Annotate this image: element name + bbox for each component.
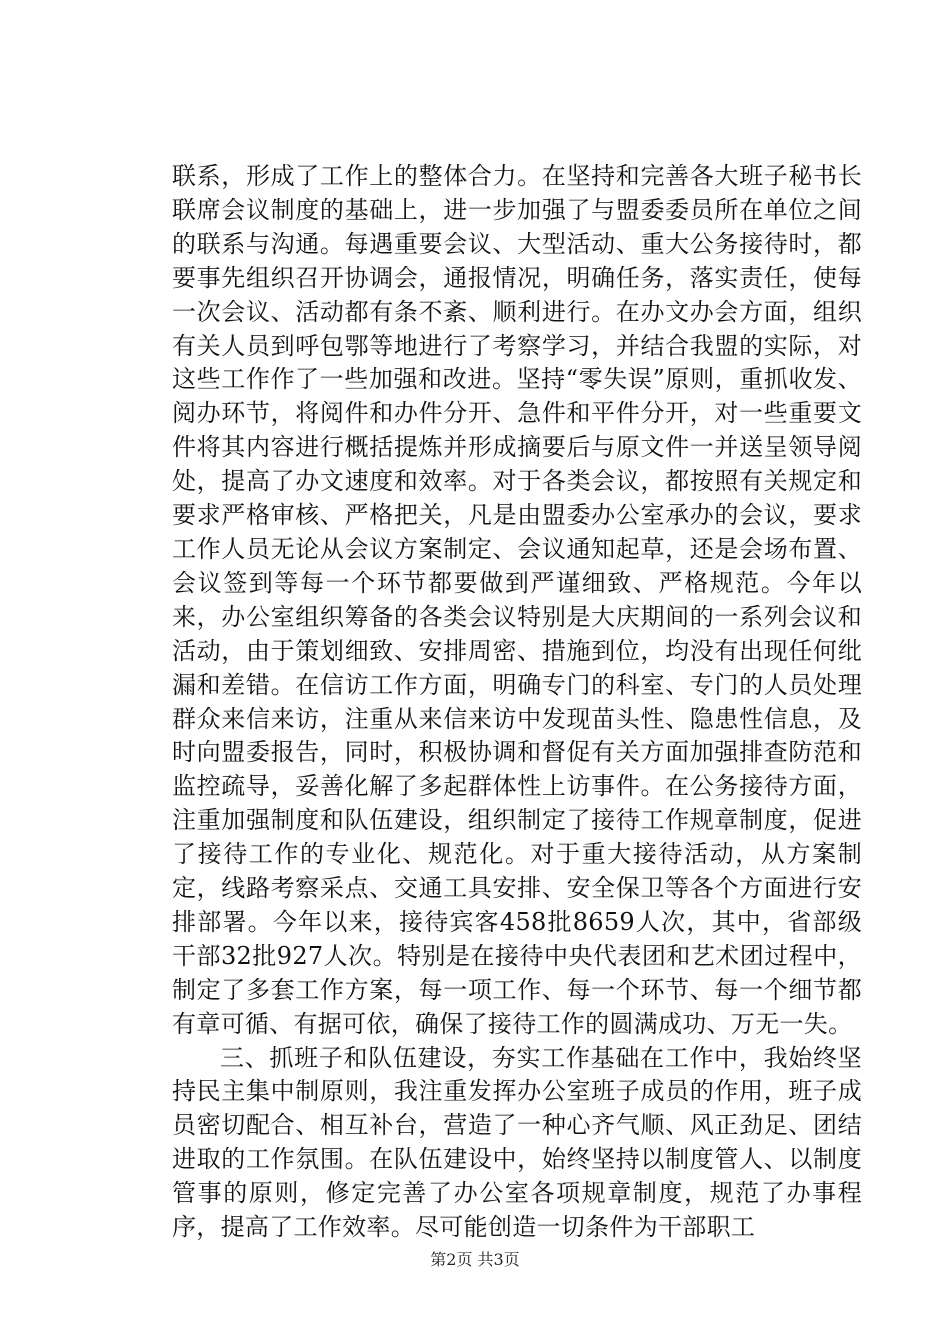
paragraph-continued: 联系，形成了工作上的整体合力。在坚持和完善各大班子秘书长联席会议制度的基础上，进一步加强了与盟委委员所在单位之间的联系与沟通。每遇重要会议、大型活动、重大公务接待时，都要事先组织召开协调会，通报情况，明确任务，落实责任，使每一次会议、活动都有条不紊、顺利进行。在办文办会方面，组织有关人员到呼包鄂等地进行了考察学习，并结合我盟的实际，对这些工作作了一些加强和改进。坚持“零失误”原则，重抓收发、阅办环节，将阅件和办件分开、急件和平件分开，对一些重要文件将其内容进行概括提炼并形成摘要后与原文件一并送呈领导阅处，提高了办文速度和效率。对于各类会议，都按照有关规定和要求严格审核、严格把关，凡是由盟委办公室承办的会议，要求工作人员无论从会议方案制定、会议通知起草，还是会场布置、会议签到等每一个环节都要做到严谨细致、严格规范。今年以来，办公室组织筹备的各类会议特别是大庆期间的一系列会议和活动，由于策划细致、安排周密、措施到位，均没有出现任何纰漏和差错。在信访工作方面，明确专门的科室、专门的人员处理群众来信来访，注重从来信来访中发现苗头性、隐患性信息，及时向盟委报告，同时，积极协调和督促有关方面加强排查防范和监控疏导，妥善化解了多起群体性上访事件。在公务接待方面，注重加强制度和队伍建设，组织制定了接待工作规章制度，促进了接待工作的专业化、规范化。对于重大接待活动，从方案制定，线路考察采点、交通工具安排、安全保卫等各个方面进行安排部署。今年以来，接待宾客458批8659人次，其中，省部级干部32批927人次。特别是在接待中央代表团和艺术团过程中，制定了多套工作方案，每一项工作、每一个环节、每一个细节都有章可循、有据可依，确保了接待工作的圆满成功、万无一失。 <box>172 162 862 1038</box>
document-body <box>172 160 862 1245</box>
page-number-footer: 第2页 共3页 <box>430 1250 520 1269</box>
paragraph-section-three: 三、抓班子和队伍建设，夯实工作基础在工作中，我始终坚持民主集中制原则，我注重发挥办公室班子成员的作用，班子成员密切配合、相互补台，营造了一种心齐气顺、风正劲足、团结进取的工作氛围。在队伍建设中，始终坚持以制度管人、以制度管事的原则，修定完善了办公室各项规章制度，规范了办事程序，提高了工作效率。尽可能创造一切条件为干部职工 <box>172 1043 862 1242</box>
